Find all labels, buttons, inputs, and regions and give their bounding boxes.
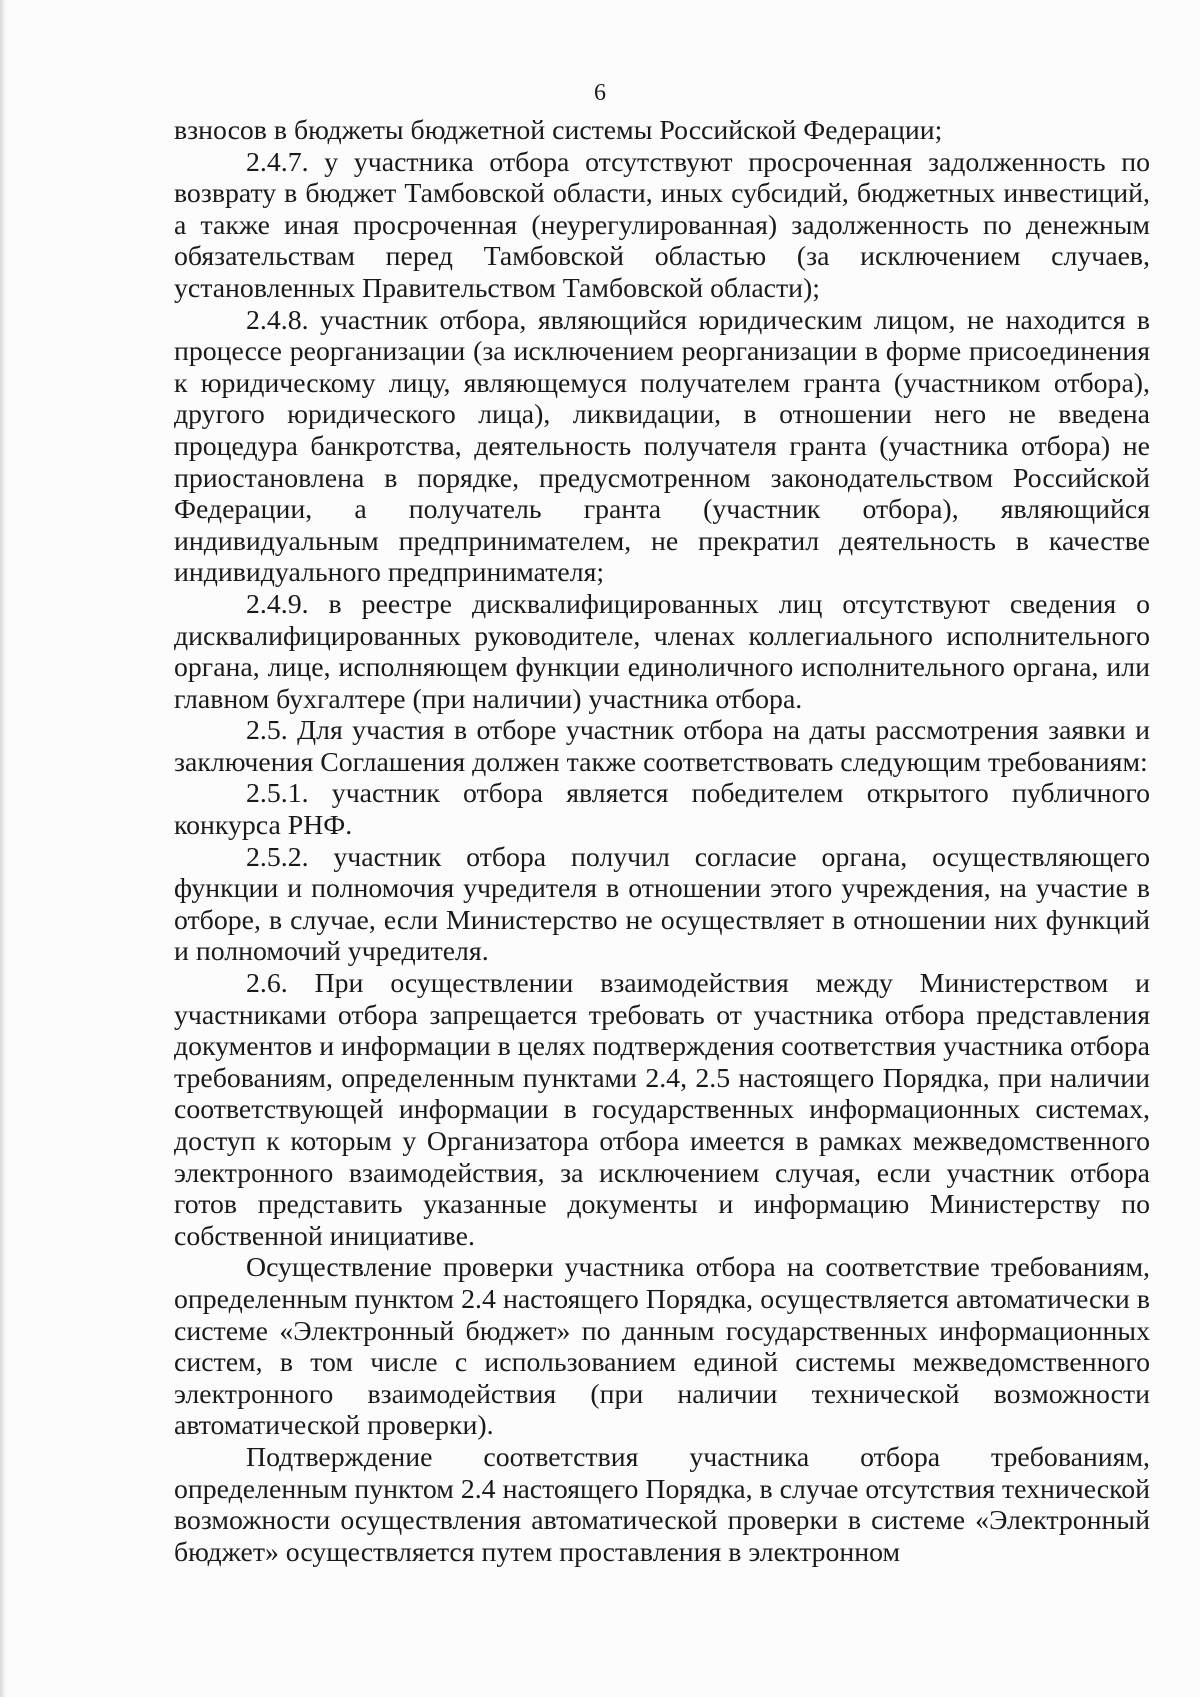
paragraph-2-6: 2.6. При осуществлении взаимодействия между Министерством и участниками отбора запрещается требовать от участника отбора представления документов и информации в целях подтверждения соответствия участника отбора требованиям, определенным пунктами 2.4, 2.5 настоящего Порядка, при наличии соответствующей информации в государственных информационных системах, доступ к которым у Организатора отбора имеется в рамках межведомственного электронного взаимодействия, за исключением случая, если участник отбора готов представить указанные документы и информацию Министерству по собственной инициативе. bbox=[174, 968, 1150, 1252]
paragraph-2-5-2: 2.5.2. участник отбора получил согласие органа, осуществляющего функции и полномочия учредителя в отношении этого учреждения, на участие в отборе, в случае, если Министерство не осуществляет в отношении них функций и полномочий учредителя. bbox=[174, 841, 1150, 968]
paragraph-2-4-9: 2.4.9. в реестре дисквалифицированных лиц отсутствуют сведения о дисквалифицированных руководителе, членах коллегиального исполнительного органа, лице, исполняющем функции единоличного исполнительного органа, или главном бухгалтере (при наличии) участника отбора. bbox=[174, 588, 1150, 715]
paragraph-2-4-7: 2.4.7. у участника отбора отсутствуют просроченная задолженность по возврату в бюджет Тамбовской области, иных субсидий, бюджетных инвестиций, а также иная просроченная (неурегулированная) задолженность по денежным обязательствам перед Тамбовской областью (за исключением случаев, установленных Правительством Тамбовской области); bbox=[174, 146, 1150, 304]
paragraph-2-5: 2.5. Для участия в отборе участник отбора на даты рассмотрения заявки и заключения Соглашения должен также соответствовать следующим требованиям: bbox=[174, 715, 1150, 778]
paragraph-2-5-1: 2.5.1. участник отбора является победителем открытого публичного конкурса РНФ. bbox=[174, 778, 1150, 842]
document-body bbox=[174, 115, 1150, 1568]
paragraph-confirmation: Подтверждение соответствия участника отбора требованиям, определенным пунктом 2.4 настоящего Порядка, в случае отсутствия технической возможности осуществления автоматической проверки в системе «Электронный бюджет» осуществляется путем проставления в электронном bbox=[174, 1441, 1150, 1568]
scan-edge-shadow bbox=[0, 0, 6, 1697]
page-number: 6 bbox=[594, 80, 606, 106]
paragraph-2-4-8: 2.4.8. участник отбора, являющийся юридическим лицом, не находится в процессе реорганизации (за исключением реорганизации в форме присоединения к юридическому лицу, являющемуся получателем гранта (участником отбора), другого юридического лица), ликвидации, в отношении него не введена процедура банкротства, деятельность получателя гранта (участника отбора) не приостановлена в порядке, предусмотренном законодательством Российской Федерации, а получатель гранта (участник отбора), являющийся индивидуальным предпринимателем, не прекратил деятельность в качестве индивидуального предпринимателя; bbox=[174, 304, 1150, 589]
paragraph-continuation: взносов в бюджеты бюджетной системы Российской Федерации; bbox=[174, 115, 943, 146]
paragraph-verification: Осуществление проверки участника отбора на соответствие требованиям, определенным пунктом 2.4 настоящего Порядка, осуществляется автоматически в системе «Электронный бюджет» по данным государственных информационных систем, в том числе с использованием единой системы межведомственного электронного взаимодействия (при наличии технической возможности автоматической проверки). bbox=[174, 1252, 1150, 1442]
